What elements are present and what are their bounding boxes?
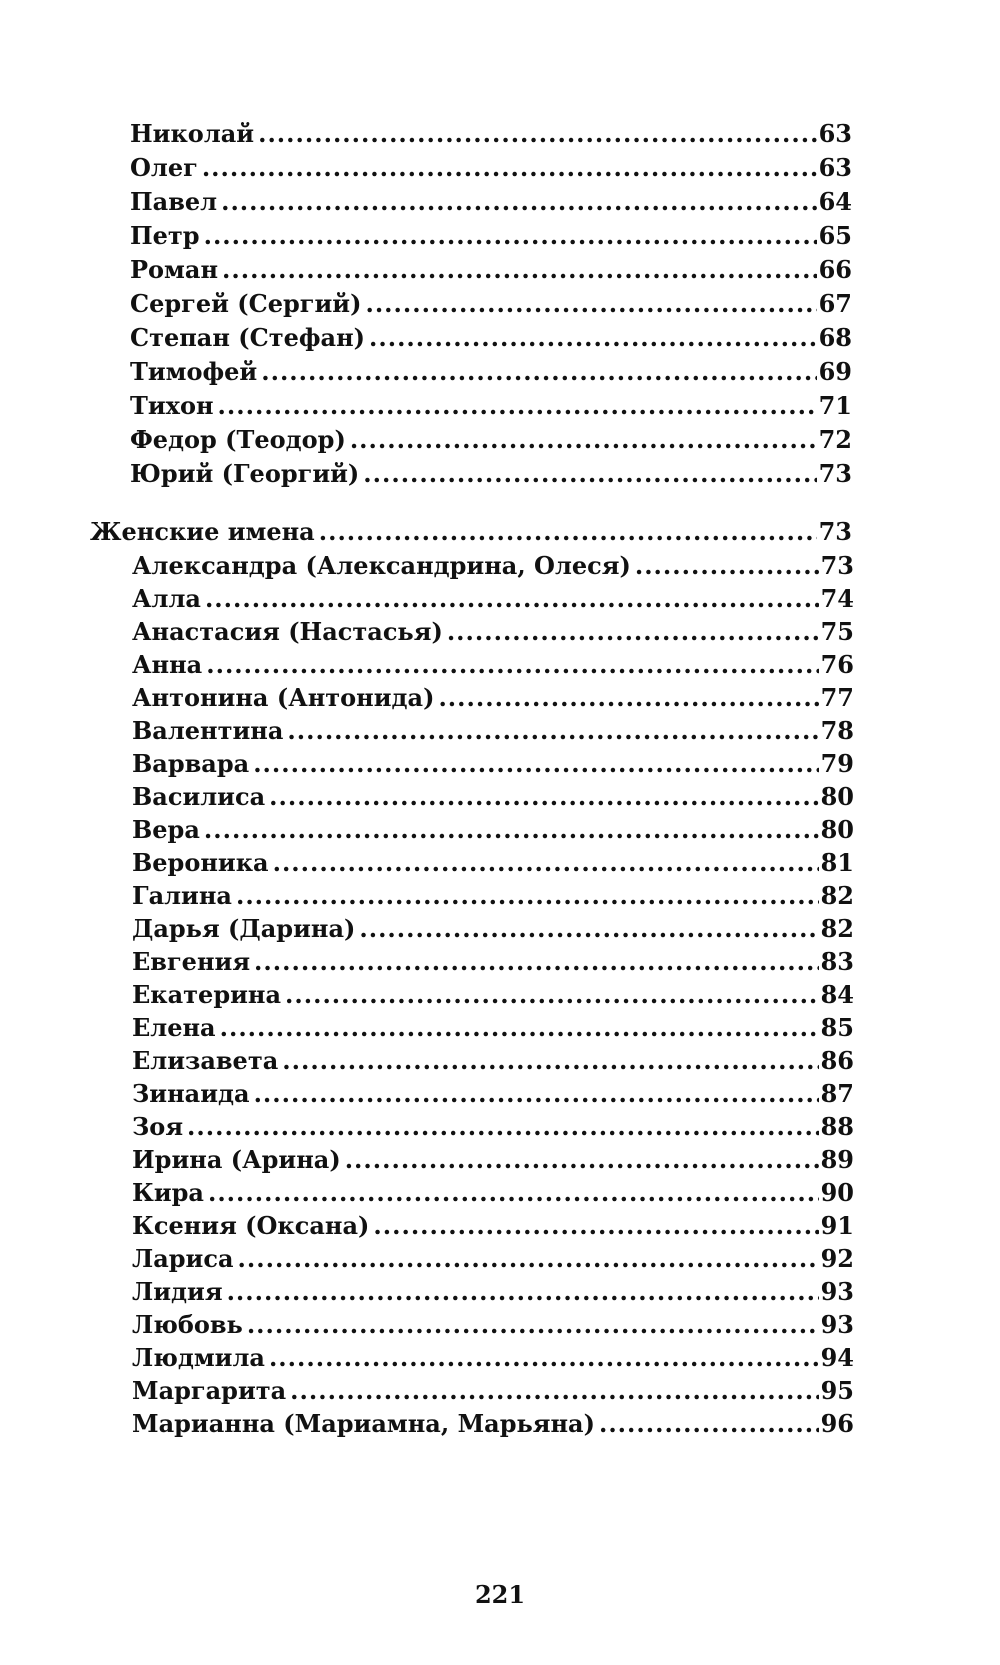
toc-entry-page: 85 <box>820 1013 854 1042</box>
dot-leader <box>287 713 818 749</box>
toc-entry <box>132 1109 854 1145</box>
toc-entry <box>132 647 854 683</box>
toc-entry-name: Антонина (Антонида) <box>132 683 435 712</box>
dot-leader <box>220 1010 819 1046</box>
dot-leader <box>359 911 818 947</box>
dot-leader <box>373 1208 818 1244</box>
toc-entry <box>132 1340 854 1376</box>
toc-entry-page: 94 <box>820 1343 854 1372</box>
toc-entry-name: Алла <box>132 584 201 613</box>
toc-entry-name: Лидия <box>132 1277 223 1306</box>
toc-entry-page: 69 <box>818 357 852 386</box>
toc-entry <box>132 1043 854 1079</box>
toc-entry-name: Сергей (Сергий) <box>130 289 362 318</box>
dot-leader <box>273 845 819 881</box>
dot-leader <box>202 150 817 186</box>
toc-entry-page: 93 <box>820 1277 854 1306</box>
dot-leader <box>204 812 819 848</box>
toc-entry <box>132 680 854 716</box>
toc-entry-page: 91 <box>820 1211 854 1240</box>
toc-entry-page: 78 <box>820 716 854 745</box>
dot-leader <box>345 1142 819 1178</box>
toc-entry-name: Вера <box>132 815 200 844</box>
toc-entry <box>132 713 854 749</box>
toc-entry-name: Лариса <box>132 1244 234 1273</box>
toc-entry-page: 88 <box>820 1112 854 1141</box>
toc-entry-page: 83 <box>820 947 854 976</box>
dot-leader <box>247 1307 819 1343</box>
toc-entry <box>132 746 854 782</box>
dot-leader <box>227 1274 819 1310</box>
toc-entry-name: Тимофей <box>130 357 258 386</box>
dot-leader <box>205 581 819 617</box>
dot-leader <box>350 422 817 458</box>
toc-entry <box>132 1274 854 1310</box>
toc-entry <box>130 184 852 220</box>
toc-entry <box>132 1175 854 1211</box>
toc-entry-name: Федор (Теодор) <box>130 425 346 454</box>
toc-entry-page: 82 <box>820 881 854 910</box>
toc-entry-name: Анна <box>132 650 203 679</box>
toc-entry <box>130 320 852 356</box>
toc-entry-page: 89 <box>820 1145 854 1174</box>
toc-entry <box>132 614 854 650</box>
toc-entry-page: 84 <box>820 980 854 1009</box>
toc-entry-name: Кира <box>132 1178 204 1207</box>
section-title: Женские имена <box>90 517 315 546</box>
toc-entry-page: 68 <box>818 323 852 352</box>
toc-entry <box>132 1406 854 1442</box>
toc-entry-page: 96 <box>820 1409 854 1438</box>
dot-leader <box>282 1043 818 1079</box>
toc-entry <box>132 1307 854 1343</box>
toc-entry-name: Варвара <box>132 749 250 778</box>
toc-entry-name: Павел <box>130 187 218 216</box>
section-heading-female-names <box>90 514 852 550</box>
dot-leader <box>253 746 818 782</box>
toc-entry <box>130 116 852 152</box>
toc-entry-page: 76 <box>820 650 854 679</box>
toc-entry-name: Марианна (Мариамна, Марьяна) <box>132 1409 595 1438</box>
toc-entry-page: 82 <box>820 914 854 943</box>
toc-entry-name: Людмила <box>132 1343 265 1372</box>
toc-entry-name: Николай <box>130 119 255 148</box>
toc-entry-name: Зоя <box>132 1112 184 1141</box>
toc-entry <box>132 581 854 617</box>
toc-entry <box>132 812 854 848</box>
toc-entry-page: 64 <box>818 187 852 216</box>
dot-leader <box>290 1373 818 1409</box>
toc-entry <box>132 1010 854 1046</box>
toc-entry-page: 77 <box>820 683 854 712</box>
toc-entry <box>132 944 854 980</box>
toc-entry-page: 87 <box>820 1079 854 1108</box>
toc-entry-name: Юрий (Георгий) <box>130 459 360 488</box>
toc-entry-name: Ксения (Оксана) <box>132 1211 370 1240</box>
toc-entry-page: 73 <box>820 551 854 580</box>
toc-entry-name: Елена <box>132 1013 216 1042</box>
toc-entry-page: 80 <box>820 782 854 811</box>
toc-entry-page: 74 <box>820 584 854 613</box>
toc-entry-name: Любовь <box>132 1310 243 1339</box>
dot-leader <box>635 548 819 584</box>
toc-entry-page: 95 <box>820 1376 854 1405</box>
toc-entry <box>132 845 854 881</box>
toc-entry-name: Евгения <box>132 947 251 976</box>
dot-leader <box>254 1076 819 1112</box>
toc-entry <box>130 218 852 254</box>
toc-entry-name: Степан (Стефан) <box>130 323 365 352</box>
toc-entry-name: Тихон <box>130 391 214 420</box>
toc-entry <box>130 388 852 424</box>
dot-leader <box>285 977 819 1013</box>
dot-leader <box>269 1340 819 1376</box>
toc-entry <box>132 1142 854 1178</box>
toc-entry <box>132 977 854 1013</box>
toc-entry <box>130 422 852 458</box>
dot-leader <box>187 1109 819 1145</box>
toc-entry-name: Галина <box>132 881 232 910</box>
dot-leader <box>261 354 816 390</box>
toc-entry <box>130 286 852 322</box>
toc-entry <box>130 150 852 186</box>
page-number: 221 <box>474 1580 526 1609</box>
dot-leader <box>238 1241 819 1277</box>
toc-entry-page: 66 <box>818 255 852 284</box>
toc-entry <box>132 1373 854 1409</box>
dot-leader <box>236 878 819 914</box>
toc-entry-name: Петр <box>130 221 200 250</box>
toc-entry-page: 63 <box>818 119 852 148</box>
toc-entry-name: Василиса <box>132 782 266 811</box>
toc-entry-name: Екатерина <box>132 980 282 1009</box>
dot-leader <box>258 116 817 152</box>
dot-leader <box>599 1406 819 1442</box>
dot-leader <box>438 680 818 716</box>
dot-leader <box>365 286 816 322</box>
toc-entry <box>132 878 854 914</box>
dot-leader <box>221 184 817 220</box>
dot-leader <box>269 779 818 815</box>
toc-entry-page: 90 <box>820 1178 854 1207</box>
toc-entry-name: Роман <box>130 255 219 284</box>
dot-leader <box>369 320 817 356</box>
dot-leader <box>447 614 819 650</box>
toc-entry <box>132 1241 854 1277</box>
toc-entry-page: 81 <box>820 848 854 877</box>
toc-entry <box>132 911 854 947</box>
dot-leader <box>218 388 817 424</box>
toc-entry-name: Маргарита <box>132 1376 287 1405</box>
toc-entry-name: Олег <box>130 153 198 182</box>
toc-entry-page: 71 <box>818 391 852 420</box>
section-page: 73 <box>818 517 852 546</box>
toc-entry <box>130 456 852 492</box>
dot-leader <box>206 647 818 683</box>
toc-entry-page: 65 <box>818 221 852 250</box>
toc-entry-name: Валентина <box>132 716 284 745</box>
toc-entry-page: 79 <box>820 749 854 778</box>
toc-entry-name: Анастасия (Настасья) <box>132 617 443 646</box>
toc-entry-page: 75 <box>820 617 854 646</box>
toc-entry-page: 67 <box>818 289 852 318</box>
toc-entry-page: 80 <box>820 815 854 844</box>
toc-entry-page: 73 <box>818 459 852 488</box>
toc-entry-name: Ирина (Арина) <box>132 1145 341 1174</box>
dot-leader <box>363 456 816 492</box>
dot-leader <box>204 218 817 254</box>
toc-entry <box>130 252 852 288</box>
toc-entry <box>132 1076 854 1112</box>
toc-entry-name: Вероника <box>132 848 269 877</box>
toc-entry-page: 63 <box>818 153 852 182</box>
toc-entry-page: 72 <box>818 425 852 454</box>
toc-entry <box>132 548 854 584</box>
dot-leader <box>208 1175 819 1211</box>
toc-entry <box>132 1208 854 1244</box>
dot-leader <box>222 252 817 288</box>
toc-entry-page: 92 <box>820 1244 854 1273</box>
toc-entry-name: Елизавета <box>132 1046 279 1075</box>
toc-entry-name: Александра (Александрина, Олеся) <box>132 551 631 580</box>
dot-leader <box>319 514 817 550</box>
dot-leader <box>254 944 819 980</box>
toc-entry-name: Дарья (Дарина) <box>132 914 356 943</box>
toc-entry <box>132 779 854 815</box>
toc-entry-name: Зинаида <box>132 1079 250 1108</box>
toc-entry-page: 93 <box>820 1310 854 1339</box>
toc-entry <box>130 354 852 390</box>
toc-entry-page: 86 <box>820 1046 854 1075</box>
